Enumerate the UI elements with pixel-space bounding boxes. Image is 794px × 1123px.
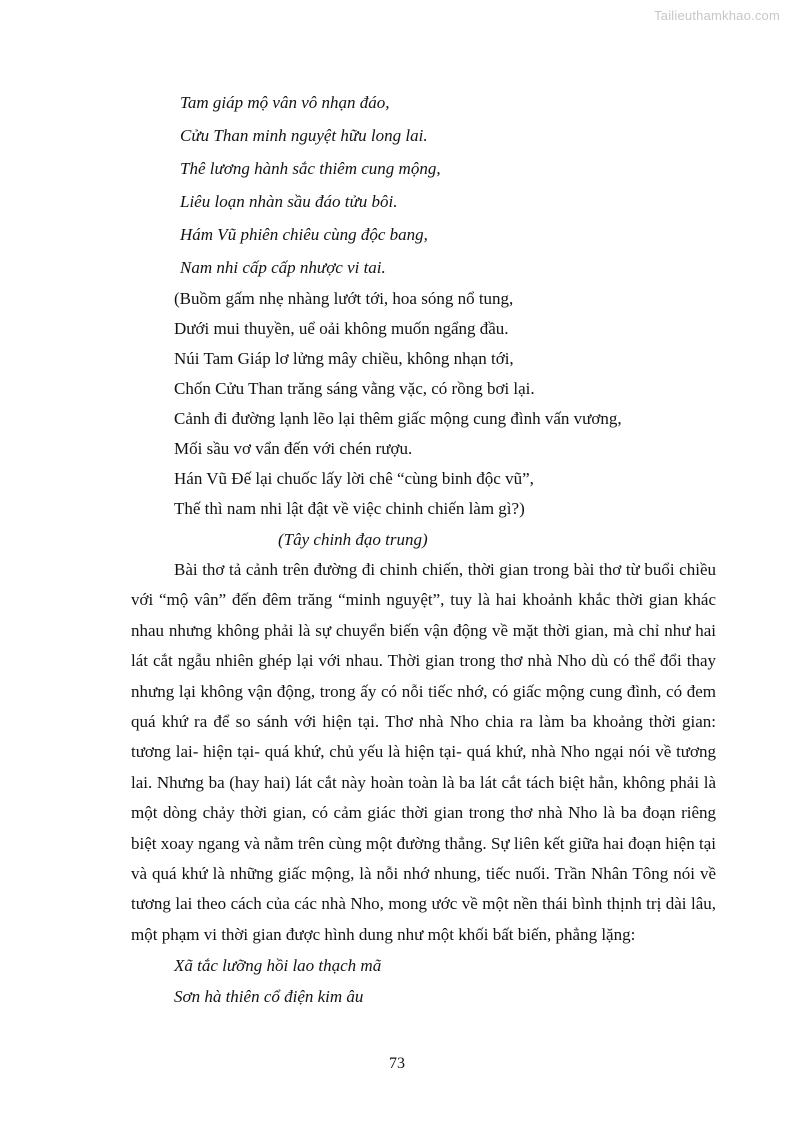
poem-original-line: Tam giáp mộ vân vô nhạn đáo, <box>180 93 390 112</box>
watermark: Tailieuthamkhao.com <box>654 8 780 23</box>
page-number: 73 <box>389 1055 405 1072</box>
poem-translation-line: Chốn Cửu Than trăng sáng vằng vặc, có rồng bơi lại. <box>174 379 535 398</box>
poem-title: (Tây chinh đạo trung) <box>278 530 428 549</box>
poem-original <box>131 86 716 284</box>
body-paragraph: Bài thơ tả cảnh trên đường đi chinh chiến, thời gian trong bài thơ từ buổi chiều với “mộ vân” đến đêm trăng “minh nguyệt”, tuy là hai khoảnh khắc thời gian khác nhau nhưng không phải là sự chuyển biến vận động về mặt thời gian, mà chỉ như hai lát cắt ngẫu nhiên ghép lại với nhau. Thời gian trong thơ nhà Nho dù có thể đổi thay nhưng lại không vận động, trong ấy có nỗi tiếc nhớ, có giấc mộng cung đình, có đem quá khứ ra để so sánh với hiện tại. Thơ nhà Nho chia ra làm ba khoảng thời gian: tương lai- hiện tại- quá khứ, chủ yếu là hiện tại- quá khứ, nhà Nho ngại nói về tương lai. Nhưng ba (hay hai) lát cắt này hoàn toàn là ba lát cắt tách biệt hẳn, không phải là một dòng chảy thời gian, có cảm giác thời gian trong thơ nhà Nho là ba đoạn riêng biệt xoay ngang và nằm trên cùng một đường thẳng. Sự liên kết giữa hai đoạn hiện tại và quá khứ là những giấc mộng, là nỗi nhớ nhung, tiếc nuối. Trần Nhân Tông nói về tương lai theo cách của các nhà Nho, mong ước về một nền thái bình thịnh trị dài lâu, một phạm vi thời gian được hình dung như một khối bất biến, phẳng lặng: <box>131 560 716 944</box>
poem-translation-line: (Buồm gấm nhẹ nhàng lướt tới, hoa sóng nổ tung, <box>174 289 514 308</box>
poem-translation-line: Dưới mui thuyền, uể oải không muốn ngẩng đầu. <box>174 319 509 338</box>
poem-translation-line: Hán Vũ Đế lại chuốc lấy lời chê “cùng binh độc vũ”, <box>174 469 534 488</box>
poem-translation-line: Núi Tam Giáp lơ lửng mây chiều, không nhạn tới, <box>174 349 514 368</box>
poem-original-line: Cửu Than minh nguyệt hữu long lai. <box>180 126 428 145</box>
poem-translation-line: Mối sầu vơ vẩn đến với chén rượu. <box>174 439 413 458</box>
poem-original-line: Nam nhi cấp cấp nhược vi tai. <box>180 258 386 277</box>
poem-original-line: Thê lương hành sắc thiêm cung mộng, <box>180 159 441 178</box>
closing-verse <box>131 950 716 1012</box>
poem-original-line: Liêu loạn nhàn sầu đáo tửu bôi. <box>180 192 398 211</box>
poem-translation-line: Thế thì nam nhi lật đật về việc chinh chiến làm gì?) <box>174 499 525 518</box>
poem-translation-line: Cảnh đi đường lạnh lẽo lại thêm giấc mộng cung đình vấn vương, <box>174 409 622 428</box>
closing-verse-line: Sơn hà thiên cổ điện kim âu <box>174 987 364 1007</box>
poem-original-line: Hám Vũ phiên chiêu cùng độc bang, <box>180 225 428 244</box>
closing-verse-line: Xã tắc lưỡng hồi lao thạch mã <box>174 956 382 976</box>
poem-translation <box>131 284 716 524</box>
